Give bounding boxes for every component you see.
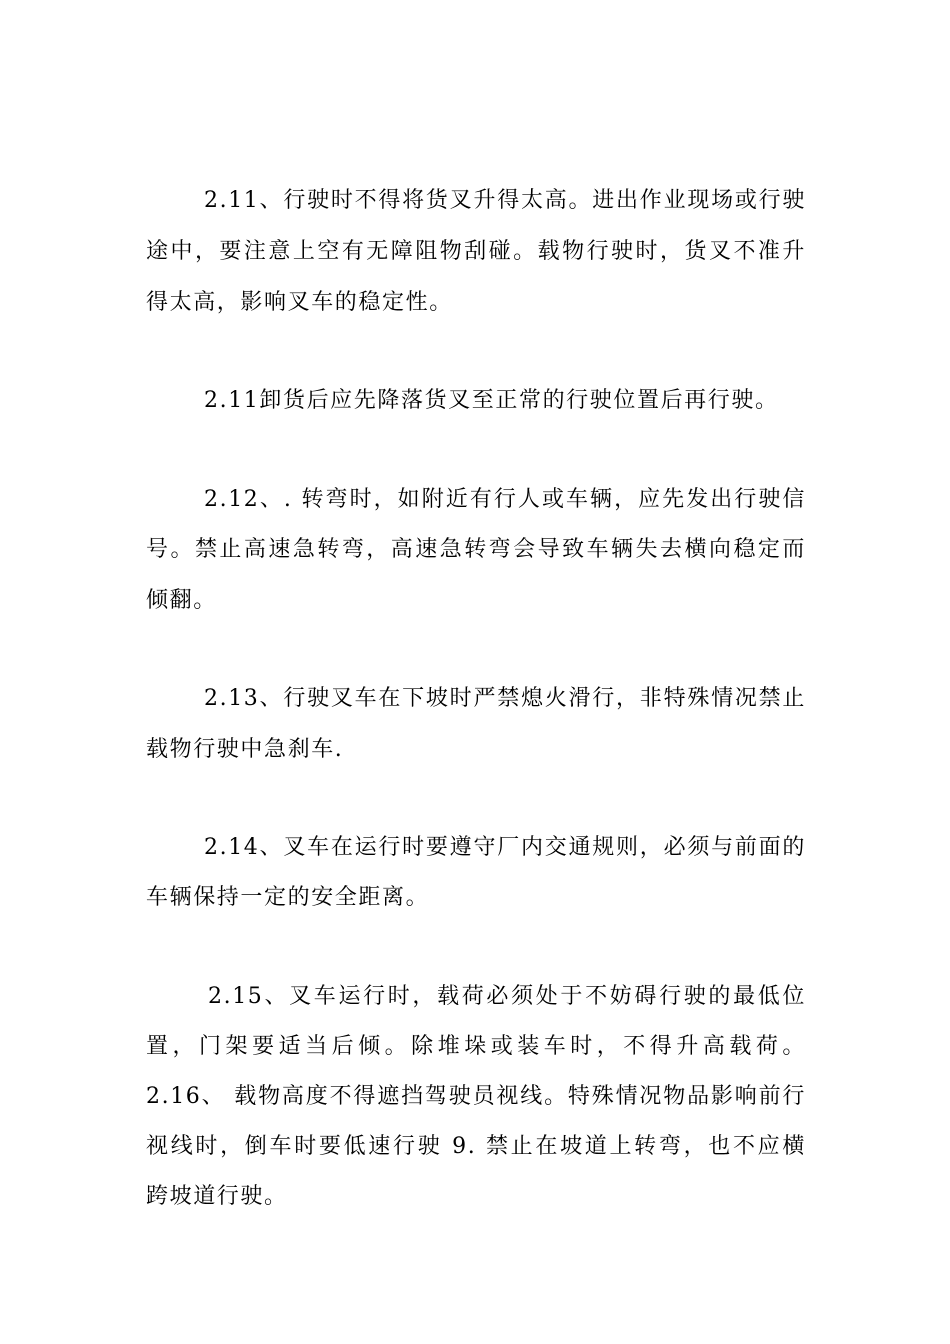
- text-line: 途中，要注意上空有无障阻物刮碰。载物行驶时，货叉不准升: [146, 239, 806, 264]
- text-line: 车辆保持一定的安全距离。: [146, 885, 430, 910]
- text-line: 号。禁止高速急转弯，高速急转弯会导致车辆失去横向稳定而: [146, 537, 806, 562]
- text-line: 2.13、行驶叉车在下坡时严禁熄火滑行，非特殊情况禁止: [204, 686, 806, 711]
- text-line: 得太高，影响叉车的稳定性。: [146, 290, 453, 315]
- text-line: 2.16、 载物高度不得遮挡驾驶员视线。特殊情况物品影响前行: [146, 1084, 806, 1109]
- text-line: 2.12、. 转弯时，如附近有行人或车辆，应先发出行驶信: [204, 487, 806, 512]
- text-line: 置，门架要适当后倾。除堆垛或装车时，不得升高载荷。: [146, 1034, 806, 1059]
- text-line: 载物行驶中急刹车.: [146, 737, 344, 762]
- text-line: 跨坡道行驶。: [146, 1184, 288, 1209]
- text-line: 2.11卸货后应先降落货叉至正常的行驶位置后再行驶。: [204, 388, 779, 413]
- text-line: 2.14、叉车在运行时要遵守厂内交通规则，必须与前面的: [204, 835, 806, 860]
- text-line: 2.11、行驶时不得将货叉升得太高。进出作业现场或行驶: [204, 188, 806, 213]
- text-line: 视线时，倒车时要低速行驶 9. 禁止在坡道上转弯，也不应横: [146, 1134, 806, 1159]
- text-line: 倾翻。: [146, 588, 217, 613]
- text-line: 2.15、叉车运行时，载荷必须处于不妨碍行驶的最低位: [208, 984, 806, 1009]
